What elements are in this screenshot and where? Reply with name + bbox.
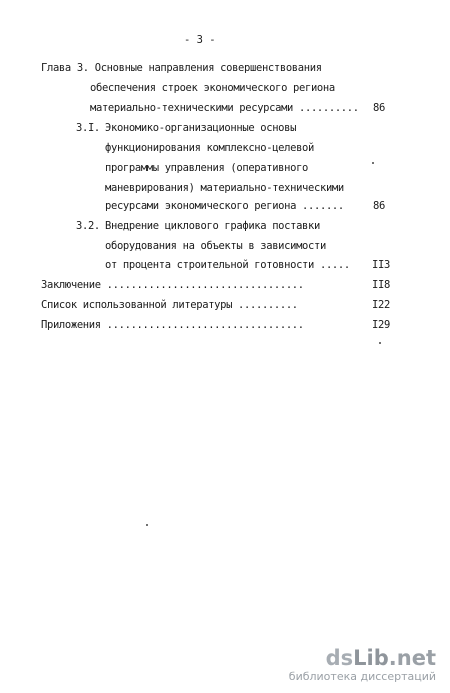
page-number: - 3 - — [184, 34, 216, 46]
dslib-watermark — [289, 647, 436, 683]
scan-speck — [372, 162, 374, 164]
toc-section-3-2-line3: от процента строительной готовности ..... — [105, 259, 350, 271]
toc-section-3-2-page: II3 — [372, 259, 390, 271]
toc-section-3-1-page: 86 — [373, 200, 385, 212]
toc-chapter3-line2: обеспечения строек экономического региона — [90, 82, 335, 94]
toc-section-3-1-line2: функционирования комплексно-целевой — [105, 142, 315, 154]
toc-references: Список использованной литературы .......... — [41, 299, 298, 311]
toc-section-3-1-line4: маневрирования) материально-техническими — [105, 182, 344, 194]
toc-section-3-1-number: 3.I. — [76, 122, 100, 134]
toc-chapter3-page: 86 — [373, 102, 385, 114]
toc-section-3-2-line2: оборудования на объекты в зависимости — [105, 240, 326, 252]
dslib-logo: dsLib.net — [325, 646, 436, 670]
toc-conclusion-page: II8 — [372, 279, 390, 291]
dslib-subtitle: библиотека диссертаций — [288, 670, 436, 683]
toc-appendices-page: I29 — [372, 319, 390, 331]
toc-section-3-1-line5: ресурсами экономического региона ....... — [105, 200, 344, 212]
scan-speck — [146, 524, 148, 526]
toc-appendices: Приложения ................................. — [41, 319, 304, 331]
toc-section-3-2-line1: Внедрение циклового графика поставки — [105, 220, 320, 232]
toc-chapter3-title: Глава 3. Основные направления совершенствования — [41, 62, 322, 74]
toc-section-3-2-number: 3.2. — [76, 220, 100, 232]
toc-section-3-1-line1: Экономико-организационные основы — [105, 122, 297, 134]
scan-speck — [379, 342, 381, 344]
toc-chapter3-line3: материально-техническими ресурсами .......... — [90, 102, 359, 114]
toc-section-3-1-line3: программы управления (оперативного — [105, 162, 309, 174]
toc-references-page: I22 — [372, 299, 390, 311]
toc-conclusion: Заключение ................................. — [41, 279, 304, 291]
